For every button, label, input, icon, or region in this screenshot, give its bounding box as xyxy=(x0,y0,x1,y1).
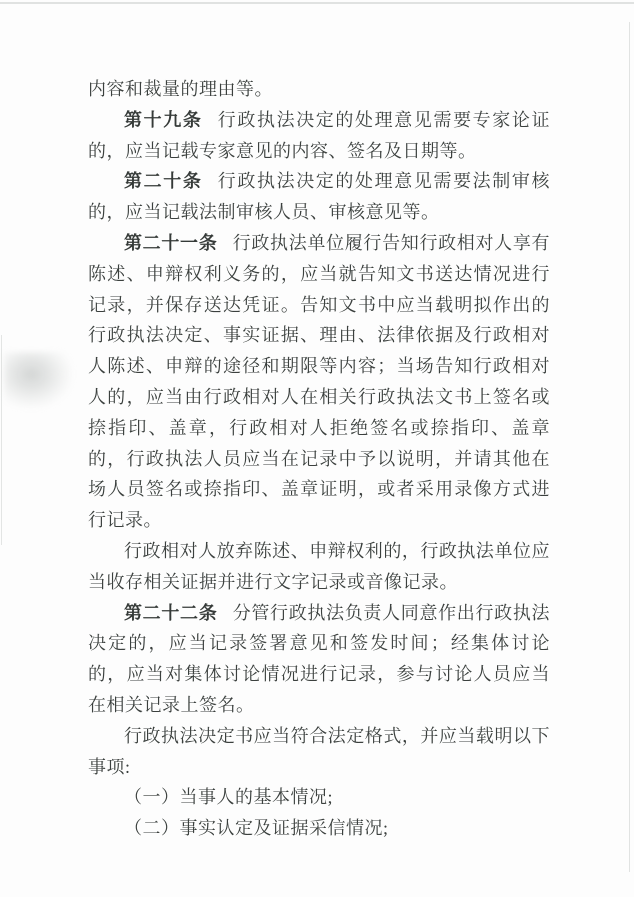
paragraph: 内容和裁量的理由等。 xyxy=(88,79,273,99)
paragraph: 第二十条 行政执法决定的处理意见需要法制审核的，应当记载法制审核人员、审核意见等。 xyxy=(88,171,551,223)
paragraph: 行政相对人放弃陈述、申辩权利的，行政执法单位应当收存相关证据并进行文字记录或音像记录。 xyxy=(88,540,550,592)
paragraph: 第十九条 行政执法决定的处理意见需要专家论证的，应当记载专家意见的内容、签名及日期等。 xyxy=(88,109,551,161)
paragraph: 第二十二条 分管行政执法负责人同意作出行政执法决定的，应当记录签署意见和签发时间；经集体讨论的，应当对集体讨论情况进行记录，参与讨论人员应当在相关记录上签名。 xyxy=(88,602,551,715)
scan-edge-left-line xyxy=(1,335,2,545)
paragraph: 第二十一条 行政执法单位履行告知行政相对人享有陈述、申辩权利义务的，应当就告知文书送达情况进行记录，并保存送达凭证。告知文书中应当载明拟作出的行政执法决定、事实证据、理由、法律依据及行政相对人陈述、申辩的途径和期限等内容；当场告知行政相对人的，应当由行政相对人在相关行政执法文书上签名或捺指印、盖章，行政相对人拒绝签名或捺指印、盖章的，行政执法人员应当在记录中予以说明，并请其他在场人员签名或捺指印、盖章证明，或者采用录像方式进行记录。 xyxy=(88,232,551,531)
article-number: 第十九条 xyxy=(124,109,203,130)
paragraph: 行政执法决定书应当符合法定格式，并应当载明以下事项: xyxy=(88,725,550,777)
paragraph: （一）当事人的基本情况; xyxy=(124,787,333,808)
article-number: 第二十二条 xyxy=(124,602,218,623)
scan-edge-right-line xyxy=(629,22,630,872)
paragraph: （二）事实认定及证据采信情况; xyxy=(124,818,389,839)
scan-smudge-artifact xyxy=(4,352,72,408)
scan-edge-top-line xyxy=(0,2,634,4)
article-number: 第二十一条 xyxy=(124,232,218,253)
document-text xyxy=(88,74,550,844)
article-number: 第二十条 xyxy=(124,171,203,192)
